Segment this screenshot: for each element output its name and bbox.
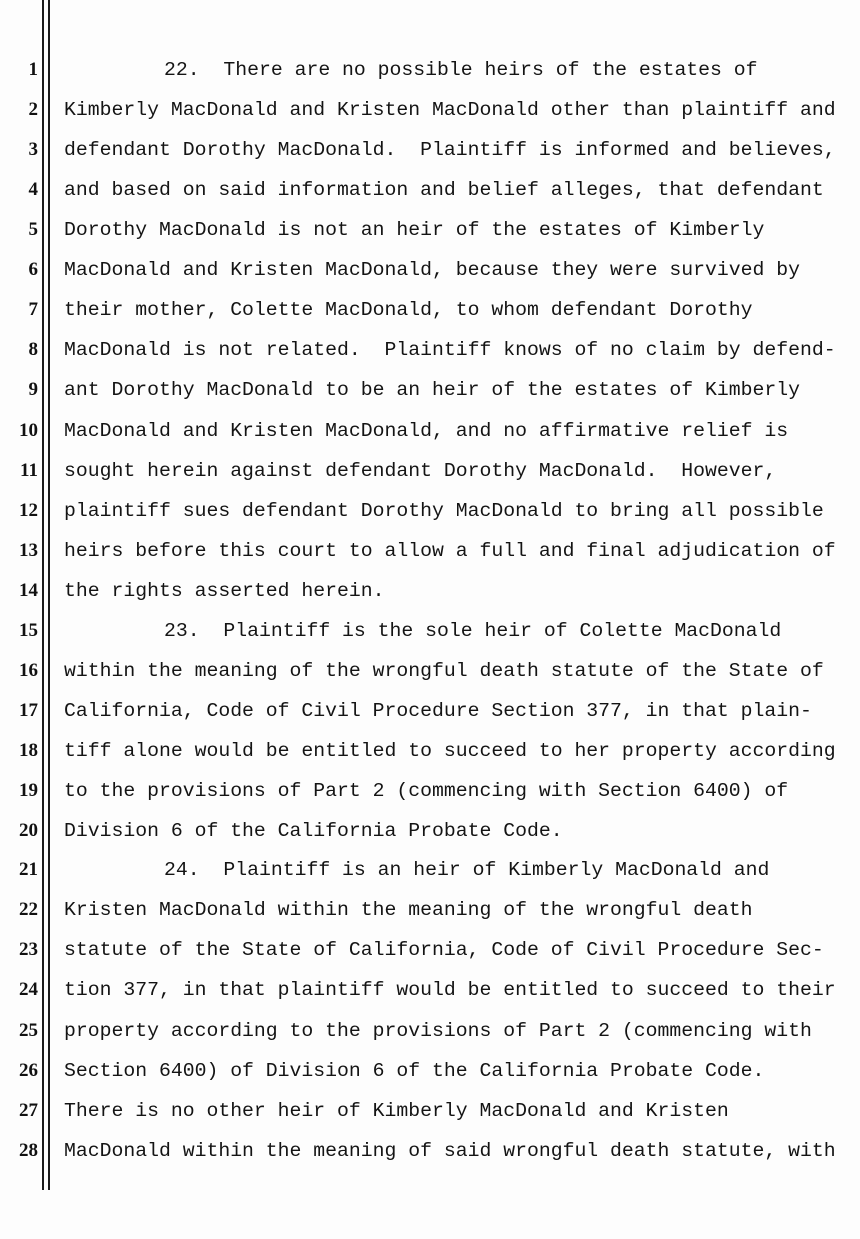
paragraph-line: property according to the provisions of Part 2 (commencing with (64, 1020, 812, 1042)
paragraph-line: Section 6400) of Division 6 of the California Probate Code. (64, 1060, 765, 1082)
line-number: 1 (28, 59, 38, 80)
paragraph-line: defendant Dorothy MacDonald. Plaintiff is informed and believes, (64, 139, 836, 161)
line-number: 20 (19, 820, 38, 841)
paragraph-line: MacDonald and Kristen MacDonald, and no affirmative relief is (64, 420, 789, 442)
line-number: 24 (19, 979, 38, 1000)
paragraph-line: There is no other heir of Kimberly MacDonald and Kristen (64, 1100, 729, 1122)
line-number: 5 (28, 219, 38, 240)
line-number: 18 (19, 740, 38, 761)
paragraph-line: tion 377, in that plaintiff would be entitled to succeed to their (64, 979, 836, 1001)
paragraph-line: heirs before this court to allow a full and final adjudication of (64, 540, 836, 562)
paragraph-line: to the provisions of Part 2 (commencing with Section 6400) of (64, 780, 789, 802)
paragraph-line: sought herein against defendant Dorothy MacDonald. However, (64, 460, 777, 482)
paragraph-line: plaintiff sues defendant Dorothy MacDonald to bring all possible (64, 500, 824, 522)
line-number: 12 (19, 500, 38, 521)
paragraph-line: Division 6 of the California Probate Code. (64, 820, 563, 842)
line-number: 17 (19, 700, 38, 721)
paragraph-line: MacDonald within the meaning of said wrongful death statute, with (64, 1140, 836, 1162)
paragraph-line: statute of the State of California, Code of Civil Procedure Sec- (64, 939, 824, 961)
line-number: 9 (28, 379, 38, 400)
paragraph-line: Kristen MacDonald within the meaning of the wrongful death (64, 899, 753, 921)
line-number: 11 (20, 460, 38, 481)
line-number: 19 (19, 780, 38, 801)
line-number: 10 (19, 420, 38, 441)
paragraph-line: Dorothy MacDonald is not an heir of the estates of Kimberly (64, 219, 765, 241)
paragraph-line: 22. There are no possible heirs of the estates of (164, 59, 758, 81)
line-number: 25 (19, 1020, 38, 1041)
line-number: 26 (19, 1060, 38, 1081)
line-number: 4 (28, 179, 38, 200)
left-margin-rule-inner (48, 0, 50, 1190)
line-number: 21 (19, 859, 38, 880)
line-number: 3 (28, 139, 38, 160)
line-number: 22 (19, 899, 38, 920)
paragraph-line: within the meaning of the wrongful death statute of the State of (64, 660, 824, 682)
line-number: 6 (28, 259, 38, 280)
line-number: 7 (28, 299, 38, 320)
line-number: 16 (19, 660, 38, 681)
paragraph-line: ant Dorothy MacDonald to be an heir of the estates of Kimberly (64, 379, 800, 401)
paragraph-line: California, Code of Civil Procedure Section 377, in that plain- (64, 700, 812, 722)
paragraph-line: MacDonald is not related. Plaintiff knows of no claim by defend- (64, 339, 836, 361)
paragraph-line: their mother, Colette MacDonald, to whom defendant Dorothy (64, 299, 753, 321)
line-number: 2 (28, 99, 38, 120)
line-number: 15 (19, 620, 38, 641)
paragraph-line: and based on said information and belief alleges, that defendant (64, 179, 824, 201)
paragraph-line: Kimberly MacDonald and Kristen MacDonald other than plaintiff and (64, 99, 836, 121)
line-number: 8 (28, 339, 38, 360)
left-margin-rule-outer (42, 0, 44, 1190)
line-number: 14 (19, 580, 38, 601)
paragraph-line: the rights asserted herein. (64, 580, 385, 602)
paragraph-line: 24. Plaintiff is an heir of Kimberly MacDonald and (164, 859, 770, 881)
paragraph-line: MacDonald and Kristen MacDonald, because they were survived by (64, 259, 800, 281)
paragraph-line: 23. Plaintiff is the sole heir of Colette MacDonald (164, 620, 782, 642)
line-number: 13 (19, 540, 38, 561)
line-number: 27 (19, 1100, 38, 1121)
line-number: 23 (19, 939, 38, 960)
line-number: 28 (19, 1140, 38, 1161)
paragraph-line: tiff alone would be entitled to succeed to her property according (64, 740, 836, 762)
